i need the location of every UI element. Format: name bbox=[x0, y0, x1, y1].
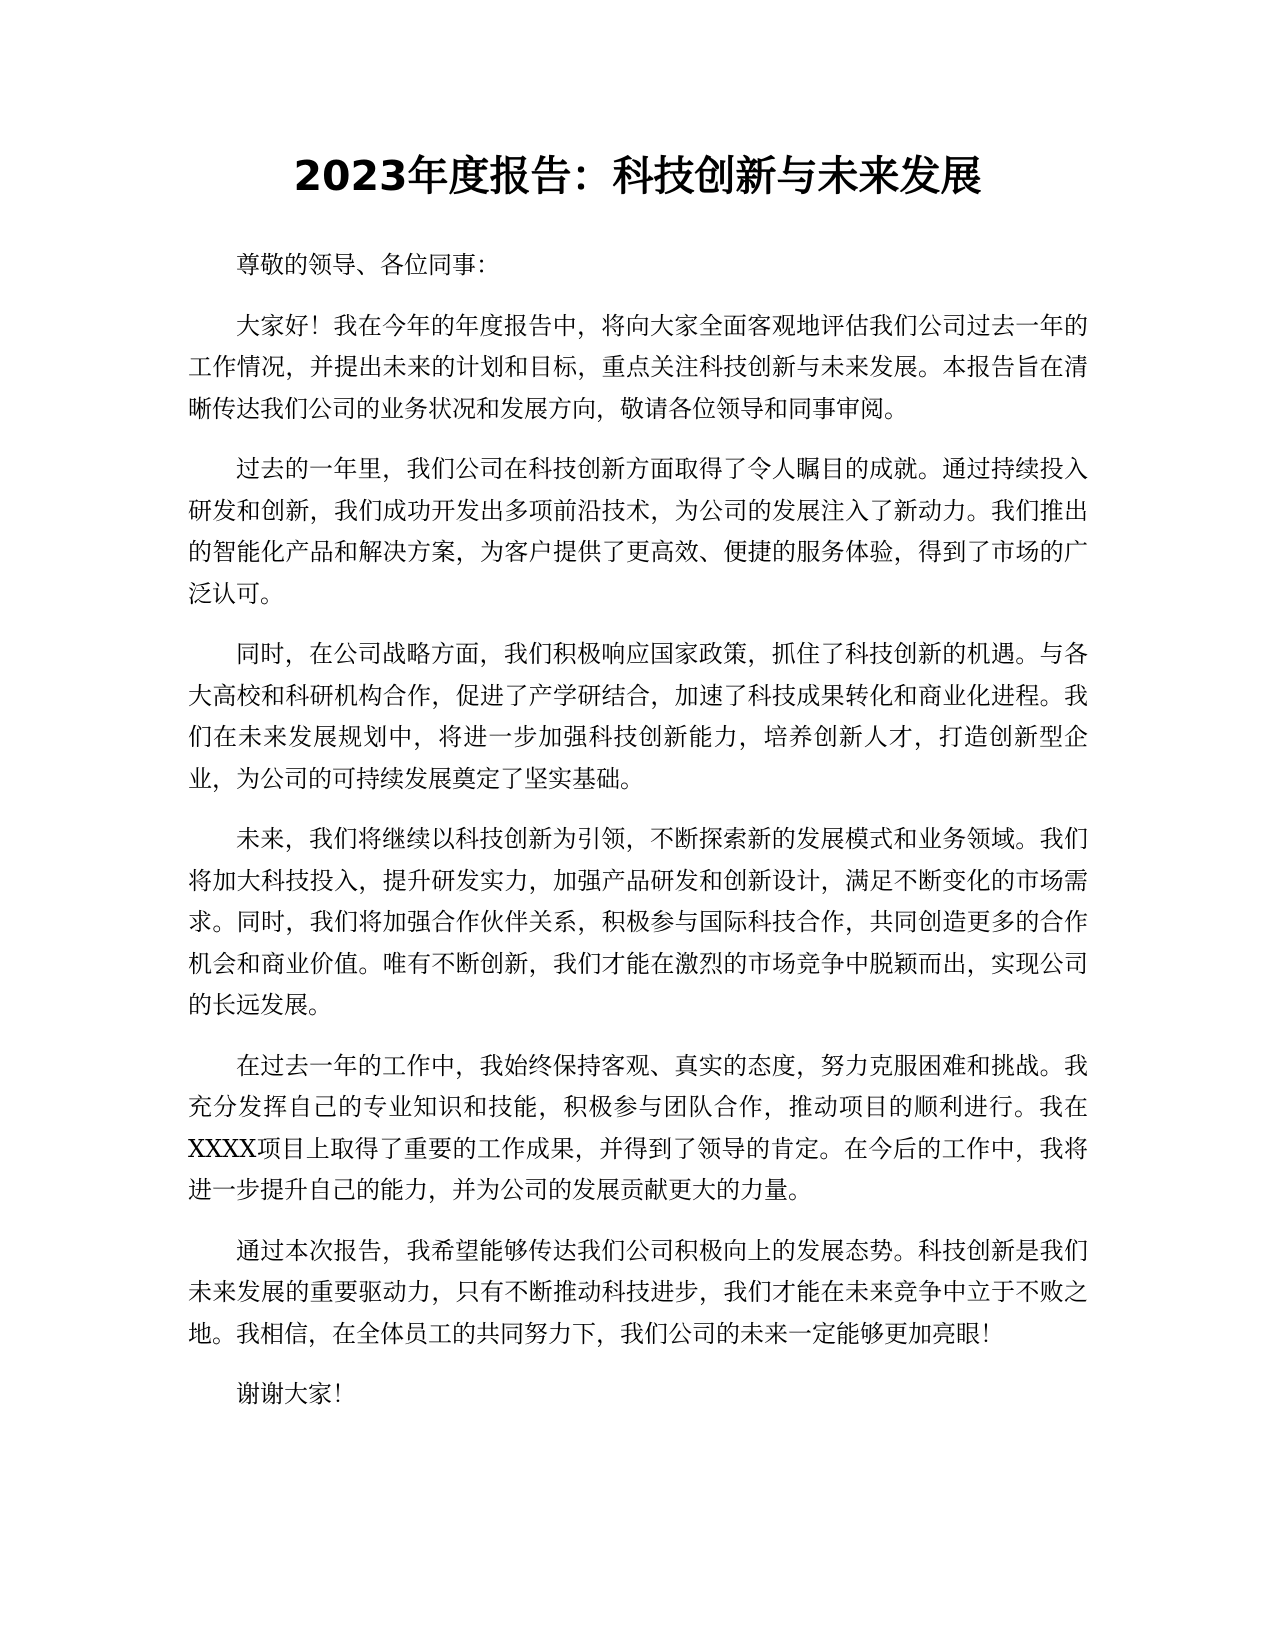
salutation: 尊敬的领导、各位同事： bbox=[236, 251, 500, 279]
document-body bbox=[188, 245, 1088, 1435]
paragraph-achievements: 过去的一年里，我们公司在科技创新方面取得了令人瞩目的成就。通过持续投入研发和创新，我们成功开发出多项前沿技术，为公司的发展注入了新动力。我们推出的智能化产品和解决方案，为客户提供了更高效、便捷的服务体验，得到了市场的广泛认可。 bbox=[188, 455, 1088, 608]
paragraph-future: 未来，我们将继续以科技创新为引领，不断探索新的发展模式和业务领域。我们将加大科技投入，提升研发实力，加强产品研发和创新设计，满足不断变化的市场需求。同时，我们将加强合作伙伴关系，积极参与国际科技合作，共同创造更多的合作机会和商业价值。唯有不断创新，我们才能在激烈的市场竞争中脱颖而出，实现公司的长远发展。 bbox=[188, 825, 1088, 1019]
paragraph-conclusion: 通过本次报告，我希望能够传达我们公司积极向上的发展态势。科技创新是我们未来发展的重要驱动力，只有不断推动科技进步，我们才能在未来竞争中立于不败之地。我相信，在全体员工的共同努力下，我们公司的未来一定能够更加亮眼！ bbox=[188, 1236, 1088, 1348]
paragraph-intro: 大家好！我在今年的年度报告中，将向大家全面客观地评估我们公司过去一年的工作情况，并提出未来的计划和目标，重点关注科技创新与未来发展。本报告旨在清晰传达我们公司的业务状况和发展方向，敬请各位领导和同事审阅。 bbox=[188, 311, 1088, 423]
paragraph-strategy: 同时，在公司战略方面，我们积极响应国家政策，抓住了科技创新的机遇。与各大高校和科研机构合作，促进了产学研结合，加速了科技成果转化和商业化进程。我们在未来发展规划中，将进一步加强科技创新能力，培养创新人才，打造创新型企业，为公司的可持续发展奠定了坚实基础。 bbox=[188, 640, 1088, 793]
closing: 谢谢大家！ bbox=[236, 1380, 356, 1408]
document-title: 2023年度报告：科技创新与未来发展 bbox=[293, 152, 982, 200]
paragraph-personal: 在过去一年的工作中，我始终保持客观、真实的态度，努力克服困难和挑战。我充分发挥自己的专业知识和技能，积极参与团队合作，推动项目的顺利进行。我在XXXX项目上取得了重要的工作成果，并得到了领导的肯定。在今后的工作中，我将进一步提升自己的能力，并为公司的发展贡献更大的力量。 bbox=[188, 1051, 1088, 1204]
